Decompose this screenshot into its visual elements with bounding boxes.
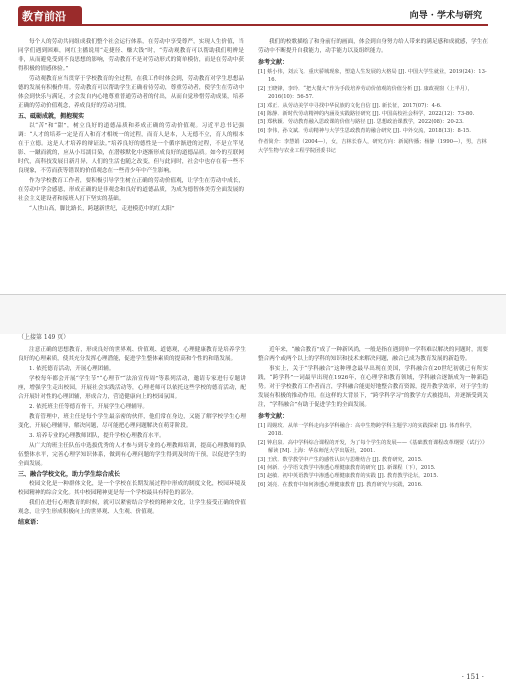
paragraph: 近年来，“融合教育”成了一种新风尚，一般是指在遇到单一学科难以解决的问题时，需要整合两个或两个以上的学科的知识和技术来解决问题，融合已成为教育发展的新趋势。 xyxy=(258,347,488,362)
reference-item: [5] 郑秋颖．劳动教育融入思政课的价值与路径 [J]. 思想政治课教学，2022(08)：20-23. xyxy=(258,119,464,126)
bottom-left-column xyxy=(18,346,246,528)
bottom-article xyxy=(18,346,488,676)
paragraph: 从广大的班主任队伍中选拔优秀的人才参与到专业的心理教师培训，提高心理教师的队伍整体水平，完善心理学知识体系，做到有心理问题的学生得到及时的干预，以促进学生的全面发展。 xyxy=(18,443,246,467)
paragraph: 注意正确的思想教育，形成良好的世界观、价值观、道德观，心理健康教育是培养学生良好的心理素质，使其充分发挥心理潜能，促进学生整体素质的提高和个性的和谐发展。 xyxy=(18,347,246,362)
section-heading: 五、砥砺成就，拥抱现实 xyxy=(18,113,85,120)
paragraph: 劳动观教育应当贯穿于学校教育的全过程，在我工作时体会到，劳动教育对学生思想品德的发展有积极作用。劳动教育可以帮助学生正确看待劳动，尊重劳动者，使学生在劳动中体会到快乐与满足，才会发自内心地尊重普通劳动者的付出，从而自觉珍惜劳动成果，培养正确的劳动价值观念，养成良好的劳动习惯。 xyxy=(18,76,244,109)
paragraph: 校园文化是一种群体文化，是一个学校在长期发展过程中形成的制度文化，校园环境及校园精神的综合文化。其中校园精神更是每一个学校最具有特色的部分。 xyxy=(18,481,246,496)
divider-line xyxy=(0,294,506,295)
journal-title: 向导 · 学术与研究 xyxy=(409,11,482,21)
references-title: 参考文献： xyxy=(258,413,289,420)
paragraph: 事实上，关于“学科融合”这种理念最早出现在美国，学科融合在20世纪初就已有所实践，“跨学科”一词最早出现在1926年，在心理学和教育领域，学科融合逐渐成为一种新趋势。对于学校教育工作者而言，学科融合能更好地整合教育资源，提升教学效率，对于学生的发展有积极的推动作用。在这样的大背景下，“跨学科学习”的教学方式被提出，并逐渐受到关注，“学科融合”有助于促进学生的全面发展。 xyxy=(258,366,488,408)
reference-item: [4] 陈静．新时代劳动精神的内涵及实践路径研究 [J]. 中国高校社会科学，2022(12)：73-80. xyxy=(258,111,475,118)
reference-item: [3] 王欣．数学教学中产生的感性认识与思维结合 [J]. 教育研究，2015. xyxy=(258,456,423,463)
reference-item: [2] 王晓锋，李玲．“把大餐大”作为手段培养劳动价值观的价值分析 [J]. 康政视窗（上半月），2016(10)：56-57. xyxy=(258,85,473,101)
list-item: 2. 依托班主任等德育骨干，开展学生心理辅导。 xyxy=(29,404,148,410)
paragraph: 作为学校教育工作者，要积极引导学生树立正确的劳动价值观，让学生在劳动中成长，在劳动中学会感恩，形成正确的是非观念和良好的道德品质，为成为德智体美劳全面发展的社会主义建设者和接班人打下坚实的基础。 xyxy=(18,178,244,202)
reference-item: [6] 李伟，孙文斌．劳动精神与大学生思政教育的融合研究 [J]. 中外交流，2018(13)：8-15. xyxy=(258,127,471,134)
paragraph: 学校每年都会开展“学生节”“心理节”“法治宣传周”等系列活动，邀请专家进行专题讲座，增强学生走出校园，开展社会实践活动等，心理老师可以依托这些学校的德育活动，配合开展针对性的心理团辅，形成合力，营造健康向上的校园氛围。 xyxy=(18,376,246,400)
list-item: 1. 依托德育活动，开展心理团辅。 xyxy=(29,366,115,372)
page-header xyxy=(0,0,506,28)
continued-marker: （上接第 149 页） xyxy=(18,334,70,341)
reference-item: [1] 周嫚玫．从单一学科走向多学科融合：高中生物跨学科主题学习的实践探索 [J]. 体育科学，2018. xyxy=(258,423,476,438)
section-heading: 三、融合学校文化，助力学生综合成长 xyxy=(18,471,121,478)
paragraph: 我们在进行心理教育的时候，就可以紧密结合学校的精神文化，让学生接受正确的价值观念，让学生形成积极向上的世界观、人生观、价值观。 xyxy=(18,500,246,515)
page-break xyxy=(0,294,506,334)
page-number: · 151 · xyxy=(461,673,484,681)
references-title: 参考文献： xyxy=(258,59,289,66)
top-right-column xyxy=(258,38,488,155)
reference-item: [1] 蔡小伟，刘云飞．重庆骄城现象，塑造人生发展的大格局 [J]. 中国大学生就业，2019(24)：13-16. xyxy=(258,69,487,84)
reference-item: [4] 何新．小学语文教学中渗透心理健康教育的研究 [J]. 新课程（下），2015. xyxy=(258,465,436,472)
section-tab-title: 教育前沿 xyxy=(22,10,66,23)
reference-item: [3] 邓正．从劳动美学中寻找中华民族的文化自信 [J]. 新长征，2017(07)：4-6. xyxy=(258,102,442,109)
paragraph: 教育管理中，班主任是每个学生最亲密的伙伴，他们常在身边，又能了解学校学生心理变化，开展心理辅导，解决问题，尽可能把心理问题解决在萌芽阶段。 xyxy=(18,414,246,429)
reference-item: [6] 刘亮．在教育中如何渗透心理健康教育 [J]. 教育研究与实践，2016. xyxy=(258,481,423,488)
list-item: 3. 培养专业的心理教师团队，提升学校心理教育水平。 xyxy=(29,433,165,439)
paragraph: 以“苦”和“甜”，树立良好的道德品质和养成正确的劳动价值观。习近平总书记强调：“人才的培养一定是育人和育才相统一的过程，而育人是本，人无德不立，育人的根本在于立德。这是人才培养的辩证法。”培养良好的德性是一个循序渐进的过程，不是立竿见影、一蹴而就的，应从小耳濡目染，在潜移默化中逐渐形成良好的道德品质。如今的互联网时代，高科技发展日新月异，人们的生活也随之改变，但与此同时，社会中也存在着一些不良现象，不劳而获等错误的价值观念在一些青少年中产生影响。 xyxy=(18,123,244,174)
bottom-right-column xyxy=(258,346,488,489)
reference-item: [5] 赵敏．初中英语教学中渗透心理健康教育的实践 [J]. 教育教学论坛，2015. xyxy=(258,473,439,480)
quote: “人世山高，脚比路长，跨越新世纪，走进模范中的红太阳” xyxy=(29,206,175,212)
author-bio: 作者简介：李慧娟（2004—），女，吉林长春人，研究方向：新闻传播；杨静（1990—），男，吉林大学生物与农业工程学院团委书记 xyxy=(258,139,487,154)
header-rule xyxy=(18,24,488,26)
reference-item: [2] 钟启泉．高中学科综合课程的开发，为了每个学生的发展——《基础教育课程改革纲要（试行）》解读 [M]. 上海：华东师范大学出版社，2001. xyxy=(258,439,488,455)
conclusion-heading: 结束语： xyxy=(18,519,43,526)
paragraph: 我们的校歌描绘了和身前行的画面，体会到自身努力给人带来的满足感和成就感，学生在劳动中不断提升自我能力，动手能力以及组织能力。 xyxy=(258,39,488,54)
top-left-column xyxy=(18,38,244,215)
top-article xyxy=(18,38,488,294)
paragraph: 每个人的劳动共同组成我们整个社会运行体系，在劳动中享受尊严，实现人生价值，当同学们遇到困难，网红主播说用“走捷径、赚大钱”时，“劳动观教育可以帮助我们明辨是非，从而避免受到不良思想的影响，劳动教育不是对劳动形式的简单模仿，而是在劳动中获得积极的情感体验。” xyxy=(18,39,244,72)
